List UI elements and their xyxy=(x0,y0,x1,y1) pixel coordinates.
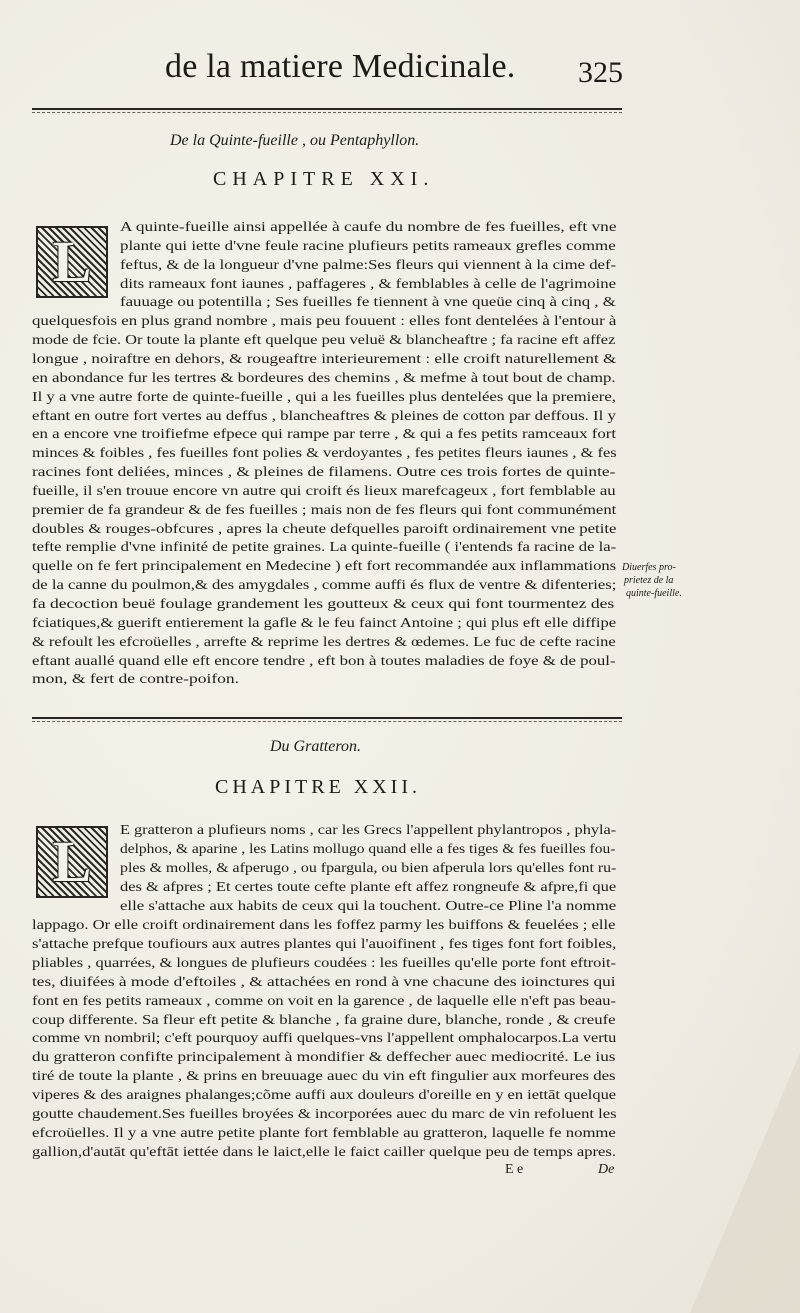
marginal-note-line: Diuerfes pro- xyxy=(622,562,676,573)
text-line: tiré de toute la plante , & prins en breuuage auec du vin eft fingulier aux morfeures des xyxy=(32,1069,616,1085)
running-title: de la matiere Medicinale. xyxy=(165,48,516,85)
text-line: longue , noiraftre en dehors, & rougeaftre interieurement : elle croift naturellement & xyxy=(32,351,617,367)
text-line: en abondance fur les tertres & bordeures des chemins , & mefme à tout bout de champ. xyxy=(32,370,616,386)
text-line: mon, & fert de contre-poifon. xyxy=(32,672,240,688)
text-line: & refoult les efcroüelles , arrefte & reprime les dertres & œdemes. Le fuc de cefte racine xyxy=(32,634,616,650)
text-line: premier de fa grandeur & de fes fueilles ; mais non de fes fleurs qui font communément xyxy=(32,502,617,518)
text-line: des & afpres ; Et certes toute cefte plante eft affez rongneufe & afpre,fi que xyxy=(120,879,617,895)
text-line: viperes & des araignes phalanges;cõme auffi aux douleurs d'oreille en y en iettāt quelque xyxy=(32,1088,617,1104)
chapter-heading: CHAPITRE XXII. xyxy=(215,776,421,798)
text-line: eftant auallé quand elle eft encore tendre , eft bon à toutes maladies de foye & de poul- xyxy=(32,653,616,669)
text-line: tefte remplie d'vne infinité de petite graines. La quinte-fueille ( i'entends fa racine de la- xyxy=(32,540,617,556)
initial-letter: L xyxy=(52,829,92,894)
text-line: comme vn nombril; c'eft pourquoy auffi quelques-vns l'appellent omphalocarpos.La vertu xyxy=(32,1031,617,1047)
text-line: A quinte-fueille ainsi appellée à caufe du nombre de fes fueilles, eft vne xyxy=(120,220,617,235)
text-line: elle s'attache aux habits de ceux qui la touchent. Outre-ce Pline l'a nomme xyxy=(120,898,617,914)
text-line: en a encore vne troifiefme efpece qui rampe par terre , & qui a fes petits ramceaux fort xyxy=(32,427,617,443)
text-line: plante qui iette d'vne feule racine plufieurs petits rameaux grefles comme xyxy=(120,238,616,254)
text-line: font en fes petits rameaux , comme on voit en la garence , de laquelle elle n'eft pas beau- xyxy=(32,993,617,1009)
chapter-heading: CHAPITRE XXI. xyxy=(213,168,435,190)
text-line: pliables , quarrées, & longues de plufieurs coudées : les fueilles qu'elle porte font eftroit- xyxy=(32,955,617,971)
text-line: quelquesfois en plus grand nombre , mais peu fouuent : elles font dentelées à l'entour à xyxy=(32,314,617,330)
section-title: Du Gratteron. xyxy=(270,738,361,755)
marginal-note-line: quinte-fueille. xyxy=(626,588,682,599)
text-line: efcroüelles. Il y a vne autre petite plante fort femblable au gratteron, laquelle fe nomme xyxy=(32,1126,616,1142)
text-line: coup differente. Sa fleur eft petite & blanche , fa graine dure, blanche, ronde , & creufe xyxy=(32,1012,616,1028)
catchword: De xyxy=(598,1162,615,1177)
text-line: racines font deliées, minces , & pleines de filamens. Outre ces trois fortes de quinte- xyxy=(32,465,616,481)
text-line: Il y a vne autre forte de quinte-fueille , qui a les fueilles plus dentelées que la premiere, xyxy=(32,389,616,405)
text-line: eftant en outre fort vertes au deffus , blancheaftres & pleines de cotton par deffous. Il y xyxy=(32,408,616,424)
text-line: de la canne du poulmon,& des amygdales , comme auffi és flux de ventre & difenteries; xyxy=(32,578,617,594)
text-line: s'attache prefque toufiours aux autres plantes qui l'auoifinent , fes tiges font fort foibles, xyxy=(32,936,617,952)
text-line: fciatiques,& guerift entierement la gafle & le feu fainct Antoine ; qui plus eft elle diffipe xyxy=(32,615,617,631)
text-line: dits rameaux font iaunes , paffageres , & femblables à celle de l'agrimoine xyxy=(120,276,617,292)
text-line: lappago. Or elle croift ordinairement dans les foffez parmy les buiffons & feuelées ; elle xyxy=(32,917,616,933)
text-line: E gratteron a plufieurs noms , car les Grecs l'appellent phylantropos , phyla- xyxy=(120,823,617,838)
text-line: minces & foibles , fes fueilles font polies & verdoyantes , fes petites fleurs iaunes , & fes xyxy=(32,446,617,462)
decorated-initial xyxy=(36,826,108,898)
signature-mark: E e xyxy=(505,1162,524,1177)
text-line: fauuage ou potentilla ; Ses fueilles fe tiennent à vne queüe cinq à cinq , & xyxy=(120,295,616,311)
section-rule xyxy=(32,717,622,719)
page-number: 325 xyxy=(578,56,623,89)
initial-letter: L xyxy=(52,229,92,294)
text-line: quelle on fe fert principalement en Medecine ) eft fort recommandée aux inflammations xyxy=(32,559,617,575)
text-line: delphos, & aparine , les Latins mollugo quand elle a fes tiges & fes fueilles fou- xyxy=(120,841,616,857)
text-line: doubles & rouges-obfcures , apres la cheute defquelles paroift ordinairement vne petite xyxy=(32,521,617,537)
text-line: mode de fcie. Or toute la plante eft quelque peu veluë & blancheaftre ; fa racine eft affez xyxy=(32,333,616,349)
text-line: fueille, il s'en trouue encore vn autre qui croift és lieux marefcageux , fort femblable au xyxy=(32,483,616,499)
text-line: gallion,d'autāt qu'eftāt iettée dans le laict,elle le faict cailler quelque peu de temps apres. xyxy=(32,1145,616,1161)
marginal-note-line: prietez de la xyxy=(624,575,674,586)
text-line: du gratteron confifte principalement à mondifier & deffecher auec mediocrité. Le ius xyxy=(32,1050,616,1066)
text-line: feftus, & de la longueur d'vne palme:Ses fleurs qui viennent à la cime def- xyxy=(120,257,617,273)
text-line: tes, diuifées à mode d'eftoiles , & attachées en rond à vne chacune des ioinctures qui xyxy=(32,974,616,990)
text-line: ples & molles, & afperugo , ou fpargula, ou bien afperula lors qu'elles font ru- xyxy=(120,860,617,876)
page-corner-shadow xyxy=(690,1053,800,1313)
decorated-initial xyxy=(36,226,108,298)
text-line: fa decoction beuë foulage grandement les goutteux & ceux qui font tourmentez des xyxy=(32,597,615,612)
section-title: De la Quinte-fueille , ou Pentaphyllon. xyxy=(170,132,420,149)
text-line: goutte chaudement.Ses fueilles broyées & incorporées auec du marc de vin refoluent les xyxy=(32,1107,617,1123)
header-rule xyxy=(32,108,622,110)
